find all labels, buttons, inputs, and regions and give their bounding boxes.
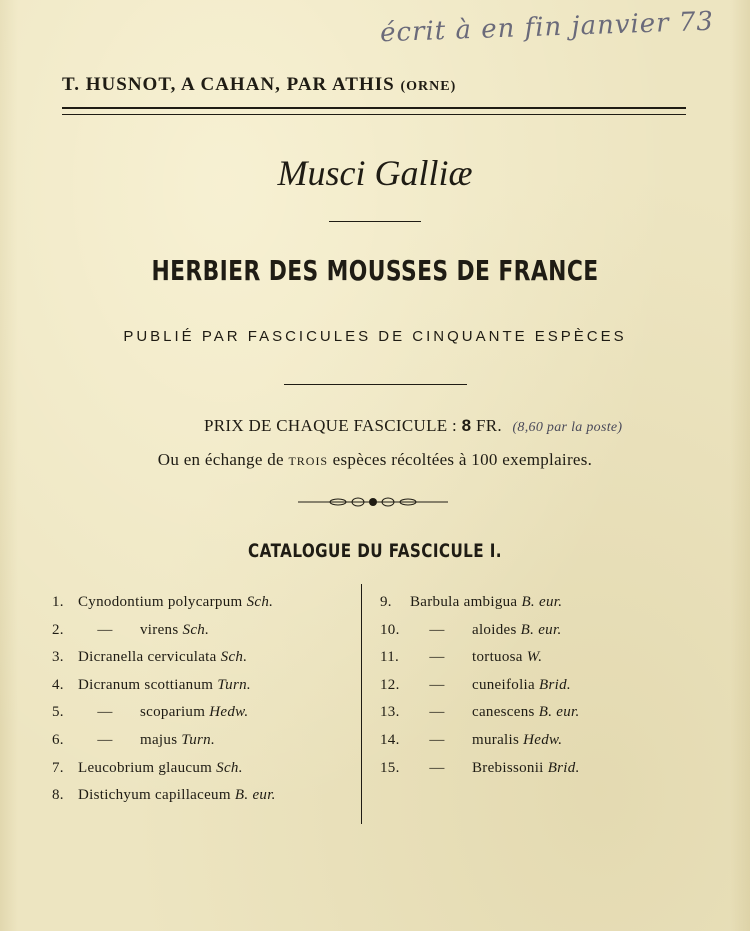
- entry-author: Brid.: [539, 676, 571, 693]
- catalogue-entry: [52, 699, 352, 727]
- entry-author: Sch.: [216, 759, 243, 776]
- entry-number: 12.: [380, 676, 400, 693]
- subtitle: HERBIER DES MOUSSES DE FRANCE: [151, 254, 599, 287]
- catalogue-right-column: [380, 589, 680, 782]
- entry-species: virens: [140, 621, 179, 638]
- entry-author: Sch.: [220, 649, 248, 666]
- entry-author: Brid.: [547, 759, 580, 776]
- entry-number: 10.: [380, 621, 400, 638]
- entry-number: 1.: [52, 594, 64, 610]
- entry-author: B. eur.: [520, 621, 562, 638]
- entry-species: Distichyum capillaceum: [78, 787, 231, 804]
- entry-ditto-dash: —: [429, 759, 445, 776]
- entry-ditto-dash: —: [429, 704, 445, 721]
- publication-note: PUBLIÉ PAR FASCICULES DE CINQUANTE ESPÈCES: [123, 328, 627, 345]
- catalogue-entry: [52, 727, 352, 755]
- entry-species: scoparium: [140, 704, 206, 721]
- entry-number: 5.: [52, 704, 64, 721]
- entry-ditto-dash: —: [429, 731, 445, 748]
- price-label: PRIX DE CHAQUE FASCICULE :: [204, 416, 458, 435]
- entry-author: Sch.: [246, 594, 274, 610]
- entry-number: 2.: [52, 621, 64, 638]
- entry-species: Cynodontium polycarpum: [78, 594, 243, 610]
- entry-number: 14.: [380, 731, 400, 748]
- entry-number: 9.: [380, 594, 392, 610]
- entry-author: B. eur.: [234, 787, 276, 804]
- price-handwritten-annotation: (8,60 par la poste): [512, 420, 623, 435]
- entry-author: Turn.: [181, 731, 216, 748]
- entry-number: 13.: [380, 704, 400, 721]
- entry-species: Leucobrium glaucum: [78, 759, 213, 776]
- entry-species: Barbula ambigua: [410, 594, 518, 610]
- catalogue-entry: [52, 589, 352, 617]
- catalogue-entry: [380, 727, 680, 755]
- entry-number: 4.: [52, 676, 64, 693]
- entry-ditto-dash: —: [429, 621, 445, 638]
- exchange-before: Ou en échange de: [157, 450, 284, 469]
- publisher-header: [62, 74, 686, 96]
- entry-ditto-dash: —: [97, 621, 113, 638]
- entry-ditto-dash: —: [429, 676, 445, 693]
- entry-species: aloides: [472, 621, 517, 638]
- entry-species: cuneifolia: [472, 676, 535, 693]
- price-unit: FR.: [475, 416, 502, 435]
- catalogue-entry: [52, 672, 352, 700]
- entry-species: tortuosa: [472, 649, 523, 666]
- publisher-region: (ORNE): [400, 79, 457, 94]
- entry-species: canescens: [472, 704, 535, 721]
- catalogue-title: CATALOGUE DU FASCICULE I.: [248, 540, 502, 562]
- entry-species: muralis: [472, 731, 520, 748]
- entry-number: 11.: [380, 649, 400, 666]
- price-value: 8: [461, 416, 472, 435]
- title-divider: [329, 221, 421, 222]
- entry-author: B. eur.: [538, 704, 580, 721]
- entry-species: Dicranella cerviculata: [78, 649, 217, 666]
- header-double-rule: [62, 107, 686, 115]
- catalogue-entry: [380, 699, 680, 727]
- entry-species: majus: [140, 731, 178, 748]
- catalogue-left-column: [52, 589, 352, 810]
- entry-species: Brebissonii: [472, 759, 544, 776]
- handwritten-note: écrit à en fin janvier 73: [379, 6, 715, 49]
- entry-author: W.: [526, 649, 543, 666]
- entry-number: 8.: [52, 787, 64, 804]
- exchange-emphasis: trois: [288, 450, 329, 469]
- catalogue-entry: [52, 644, 352, 672]
- catalogue-entry: [52, 617, 352, 645]
- entry-number: 6.: [52, 731, 64, 748]
- entry-number: 7.: [52, 759, 64, 776]
- entry-author: Hedw.: [523, 731, 563, 748]
- catalogue-entry: [380, 589, 680, 617]
- catalogue-entry: [380, 644, 680, 672]
- column-divider: [361, 584, 362, 824]
- page-title: Musci Galliæ: [277, 153, 473, 193]
- ornament-divider: [298, 496, 448, 508]
- exchange-after: espèces récoltées à 100 exemplaires.: [332, 450, 593, 469]
- catalogue-entry: [52, 782, 352, 810]
- entry-number: 3.: [52, 649, 64, 666]
- entry-ditto-dash: —: [97, 704, 113, 721]
- section-divider: [284, 384, 467, 385]
- catalogue-entry: [380, 672, 680, 700]
- entry-author: Sch.: [182, 621, 210, 638]
- entry-ditto-dash: —: [97, 731, 113, 748]
- catalogue-entry: [52, 755, 352, 783]
- catalogue-entry: [380, 755, 680, 783]
- exchange-line: [0, 450, 750, 470]
- price-line: [204, 416, 622, 436]
- catalogue-entry: [380, 617, 680, 645]
- entry-ditto-dash: —: [429, 649, 445, 666]
- entry-author: Turn.: [217, 676, 251, 693]
- entry-author: Hedw.: [209, 704, 249, 721]
- entry-author: B. eur.: [521, 594, 563, 610]
- publisher-address: T. HUSNOT, A CAHAN, PAR ATHIS: [62, 74, 395, 95]
- entry-species: Dicranum scottianum: [78, 676, 214, 693]
- entry-number: 15.: [380, 759, 400, 776]
